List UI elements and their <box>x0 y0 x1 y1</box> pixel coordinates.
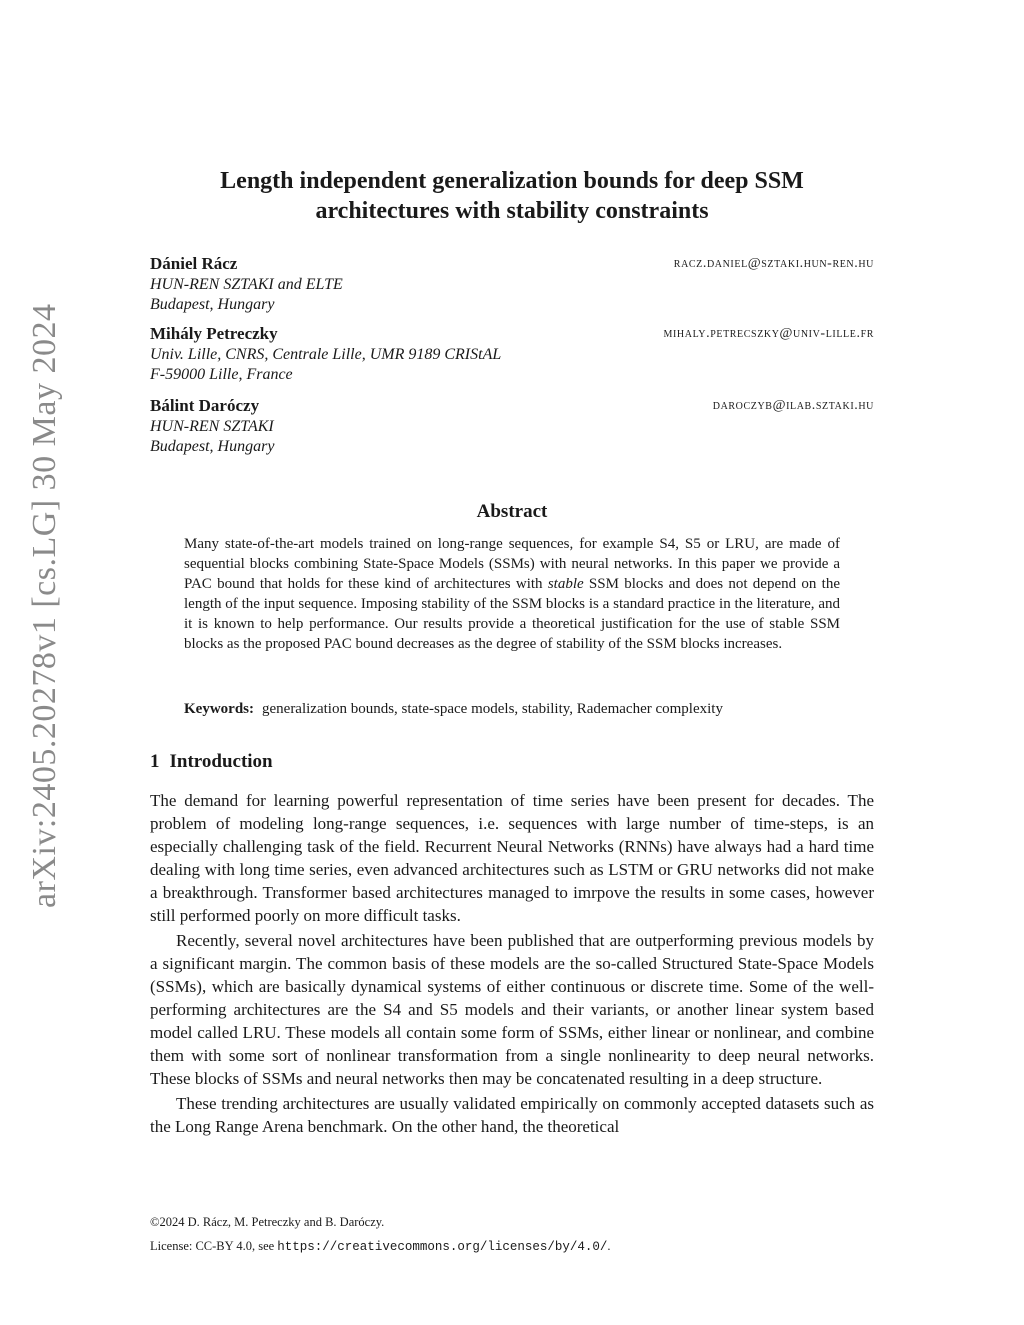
section-title: Introduction <box>169 751 273 772</box>
paragraph: The demand for learning powerful representation of time series have been present for decades. The problem of modeling long-range sequences, i.e. sequences with large number of time-steps, is an especially challenging task of the field. Recurrent Neural Networks (RNNs) have always had a hard time dealing with long time series, even advanced architectures such as LSTM or GRU networks did not make a breakthrough. Transformer based architectures managed to imrpove the results in some cases, however still performed poorly on more difficult tasks. <box>150 791 874 925</box>
keywords-label: Keywords: <box>184 701 254 717</box>
keywords <box>184 699 844 719</box>
paragraph: These trending architectures are usually validated empirically on commonly accepted datasets such as the Long Range Arena benchmark. On the other hand, the theoretical <box>150 1094 874 1136</box>
author-name: Mihály Petreczky <box>150 324 278 343</box>
abstract-emphasis: stable <box>547 576 584 592</box>
section-number: 1 <box>150 751 160 772</box>
license-notice <box>150 1238 874 1255</box>
abstract-heading: Abstract <box>476 501 548 522</box>
author-location: F-59000 Lille, France <box>150 366 293 383</box>
author-name: Dániel Rácz <box>150 254 238 273</box>
section-heading <box>150 751 273 773</box>
license-suffix: . <box>607 1239 611 1253</box>
copyright-notice: ©2024 D. Rácz, M. Petreczky and B. Daróczy. <box>150 1215 385 1229</box>
abstract-text-part-2: SSM blocks and does not depend on the length of the input sequence. Imposing stability of the SSM blocks is a standard practice in the literature, and it is known to help performance. Our results provide a theoretical justification for the use of stable SSM blocks as the proposed PAC bound decreases as the degree of stability of the SSM blocks increases. <box>184 576 840 652</box>
author-affiliation: HUN-REN SZTAKI and ELTE <box>150 276 343 293</box>
paper-title <box>150 166 874 226</box>
author-location: Budapest, Hungary <box>150 296 275 313</box>
author-block-3 <box>150 396 874 457</box>
paragraph: Recently, several novel architectures have been published that are outperforming previous models by a significant margin. The common basis of these models are the so-called Structured State-Space Models (SSMs), which are basically dynamical systems of either continuous or discrete time. Some of the well-performing architectures are the S4 and S5 models and their variants, or another linear system based model called LRU. These models all contain some form of SSMs, either linear or nonlinear, and combine them with some sort of nonlinear transformation from a single nonlinearity to deep neural networks. These blocks of SSMs and neural networks then may be concatenated resulting in a deep structure. <box>150 931 874 1088</box>
author-block-2 <box>150 324 874 385</box>
abstract-body <box>184 534 840 654</box>
arxiv-identifier-stamp: arXiv:2405.20278v1 [cs.LG] 30 May 2024 <box>26 303 63 908</box>
author-block-1 <box>150 254 874 315</box>
abstract-text-part-1: Many state-of-the-art models trained on long-range sequences, for example S4, S5 or LRU, are made of sequential blocks combining State-Space Models (SSMs) with neural networks. In this paper we provide a PAC bound that holds for these kind of architectures with <box>184 536 840 592</box>
author-affiliation: HUN-REN SZTAKI <box>150 418 274 435</box>
introduction-body <box>150 789 874 1138</box>
keywords-list: generalization bounds, state-space models, stability, Rademacher complexity <box>262 701 723 717</box>
author-name: Bálint Daróczy <box>150 396 260 415</box>
title-line-1: Length independent generalization bounds for deep SSM <box>220 168 804 194</box>
author-email[interactable]: daroczyb@ilab.sztaki.hu <box>712 398 874 413</box>
author-email[interactable]: racz.daniel@sztaki.hun-ren.hu <box>673 256 874 271</box>
author-email[interactable]: mihaly.petrecszky@univ-lille.fr <box>663 326 874 341</box>
license-prefix: License: CC-BY 4.0, see <box>150 1239 278 1253</box>
license-link[interactable]: https://creativecommons.org/licenses/by/4.0/ <box>277 1240 608 1254</box>
title-line-2: architectures with stability constraints <box>315 198 709 224</box>
author-location: Budapest, Hungary <box>150 438 275 455</box>
author-affiliation: Univ. Lille, CNRS, Centrale Lille, UMR 9189 CRIStAL <box>150 346 502 363</box>
